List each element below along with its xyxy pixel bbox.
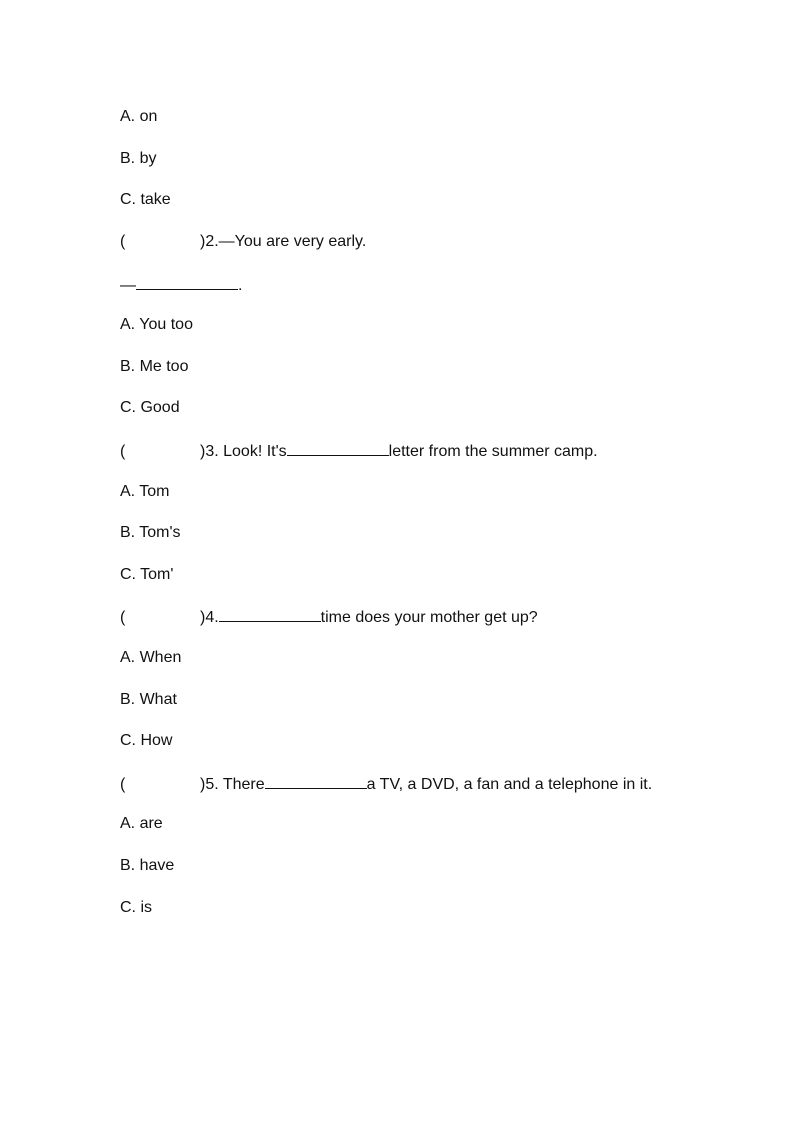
q2-option-b: B. Me too bbox=[120, 358, 189, 375]
q3-answer-paren: ( bbox=[120, 443, 126, 460]
q2-dash: — bbox=[120, 277, 136, 294]
q3-option-a: A. Tom bbox=[120, 483, 170, 500]
q4-option-c: C. How bbox=[120, 732, 173, 749]
q3-prefix: )3. Look! It's bbox=[200, 443, 287, 460]
q4-option-a: A. When bbox=[120, 649, 182, 666]
q3-blank bbox=[287, 439, 389, 456]
q5-option-b: B. have bbox=[120, 857, 175, 874]
q1-option-a: A. on bbox=[120, 108, 158, 125]
q1-option-c: C. take bbox=[120, 191, 171, 208]
q4-stem bbox=[120, 605, 538, 627]
q4-blank bbox=[219, 605, 321, 622]
q3-stem bbox=[120, 439, 598, 461]
q2-response-end: . bbox=[238, 277, 243, 294]
q2-response-line bbox=[120, 273, 242, 295]
q5-stem bbox=[120, 772, 652, 794]
q4-suffix: time does your mother get up? bbox=[320, 609, 538, 626]
q3-option-b: B. Tom's bbox=[120, 524, 181, 541]
q2-option-a: A. You too bbox=[120, 316, 193, 333]
q4-answer-paren: ( bbox=[120, 609, 126, 626]
q2-option-c: C. Good bbox=[120, 399, 180, 416]
q5-option-c: C. is bbox=[120, 899, 152, 916]
q5-answer-paren: ( bbox=[120, 776, 126, 793]
q3-suffix: letter from the summer camp. bbox=[388, 443, 598, 460]
q4-option-b: B. What bbox=[120, 691, 177, 708]
q3-option-c: C. Tom' bbox=[120, 566, 174, 583]
q5-prefix: )5. There bbox=[200, 776, 265, 793]
q5-blank bbox=[265, 772, 367, 789]
q1-option-b: B. by bbox=[120, 150, 157, 167]
q5-suffix: a TV, a DVD, a fan and a telephone in it. bbox=[366, 776, 653, 793]
q4-prefix: )4. bbox=[200, 609, 219, 626]
q2-stem bbox=[120, 231, 366, 253]
q2-answer-paren: ( bbox=[120, 233, 126, 250]
q2-blank bbox=[136, 273, 238, 290]
q2-prefix: )2.—You are very early. bbox=[200, 233, 367, 250]
q5-option-a: A. are bbox=[120, 815, 163, 832]
